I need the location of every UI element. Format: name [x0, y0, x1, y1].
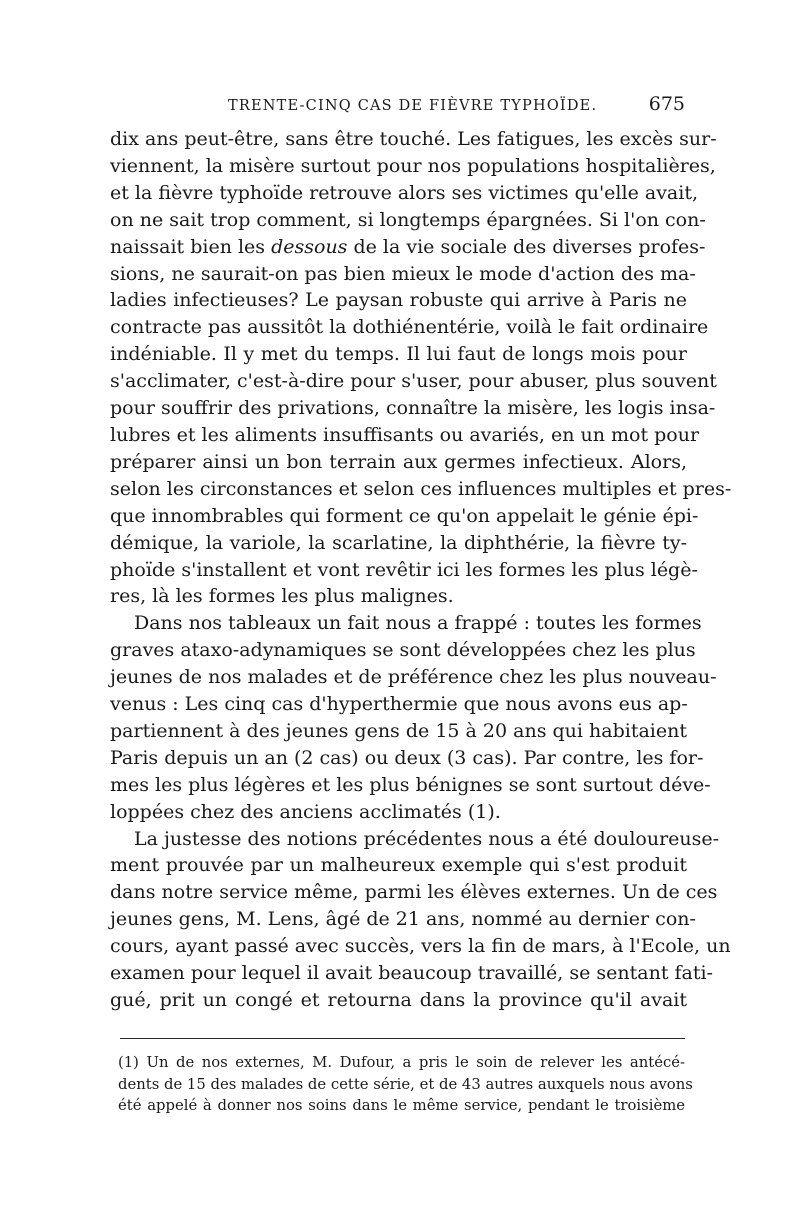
footnote — [118, 1052, 693, 1117]
body-line: préparer ainsi un bon terrain aux germes infectieux. Alors, — [110, 450, 687, 473]
body-text — [110, 126, 732, 1014]
body-line: on ne sait trop comment, si longtemps épargnées. Si l'on con- — [110, 208, 706, 231]
body-line: La justesse des notions précédentes nous a été douloureuse- — [134, 827, 720, 850]
body-line: ladies infectieuses? Le paysan robuste qui arrive à Paris ne — [110, 289, 687, 312]
footnote-line: dents de 15 des malades de cette série, et de 43 autres auxquels nous avons — [118, 1075, 693, 1093]
body-line: gué, prit un congé et retourna dans la province qu'il avait — [110, 989, 687, 1011]
body-line: loppées chez des anciens acclimatés (1). — [110, 800, 501, 823]
body-line: contracte pas aussitôt la dothiénentérie, voilà le fait ordinaire — [110, 316, 709, 339]
footnote-line: été appelé à donner nos soins dans le même service, pendant le troisième — [118, 1097, 685, 1115]
running-title: TRENTE-CINQ CAS DE FIÈVRE TYPHOÏDE. — [228, 98, 598, 114]
body-line: Dans nos tableaux un fait nous a frappé : toutes les formes — [134, 612, 702, 635]
body-line: mes les plus légères et les plus bénignes se sont surtout déve- — [110, 773, 711, 796]
body-line: Paris depuis un an (2 cas) ou deux (3 cas). Par contre, les for- — [110, 746, 704, 769]
body-line: graves ataxo-adynamiques se sont développées chez les plus — [110, 639, 696, 662]
body-line: indéniable. Il y met du temps. Il lui faut de longs mois pour — [110, 343, 687, 366]
page-number: 675 — [648, 93, 685, 115]
body-line: ment prouvée par un malheureux exemple qui s'est produit — [110, 854, 687, 877]
footnote-line: (1) Un de nos externes, M. Dufour, a pris le soin de relever les antécé- — [118, 1054, 685, 1071]
body-line: examen pour lequel il avait beaucoup travaillé, se sentant fati- — [110, 962, 713, 985]
footnote-divider — [120, 1038, 685, 1039]
body-line: viennent, la misère surtout pour nos populations hospitalières, — [110, 154, 716, 177]
body-line: s'acclimater, c'est-à-dire pour s'user, pour abuser, plus souvent — [110, 370, 717, 393]
body-line: lubres et les aliments insuffisants ou avariés, en un mot pour — [110, 423, 700, 446]
body-line: dix ans peut-être, sans être touché. Les fatigues, les excès sur- — [110, 128, 717, 150]
italic-word: dessous — [271, 235, 348, 258]
body-line: démique, la variole, la scarlatine, la diphthérie, la fièvre ty- — [110, 531, 687, 554]
body-line: cours, ayant passé avec succès, vers la fin de mars, à l'Ecole, un — [110, 935, 731, 958]
body-line: sions, ne saurait-on pas bien mieux le mode d'action des ma- — [110, 262, 696, 285]
body-line: dans notre service même, parmi les élèves externes. Un de ces — [110, 881, 718, 904]
body-line: partiennent à des jeunes gens de 15 à 20 ans qui habitaient — [110, 719, 687, 742]
body-line: et la fièvre typhoïde retrouve alors ses victimes qu'elle avait, — [110, 181, 699, 204]
body-line: selon les circonstances et selon ces influences multiples et pres- — [110, 477, 732, 500]
body-line: venus : Les cinq cas d'hyperthermie que nous avons eus ap- — [110, 693, 688, 716]
body-line: jeunes de nos malades et de préférence chez les plus nouveau- — [110, 666, 717, 689]
body-line: jeunes gens, M. Lens, âgé de 21 ans, nommé au dernier con- — [110, 908, 696, 931]
body-line: que innombrables qui forment ce qu'on appelait le génie épi- — [110, 504, 699, 527]
body-line: pour souffrir des privations, connaître la misère, les logis insa- — [110, 397, 716, 420]
page-header — [110, 93, 685, 115]
body-line: phoïde s'installent et vont revêtir ici les formes les plus légè- — [110, 558, 698, 581]
body-line: naissait bien les dessous de la vie sociale des diverses profes- — [110, 235, 706, 258]
body-line: res, là les formes les plus malignes. — [110, 585, 454, 608]
